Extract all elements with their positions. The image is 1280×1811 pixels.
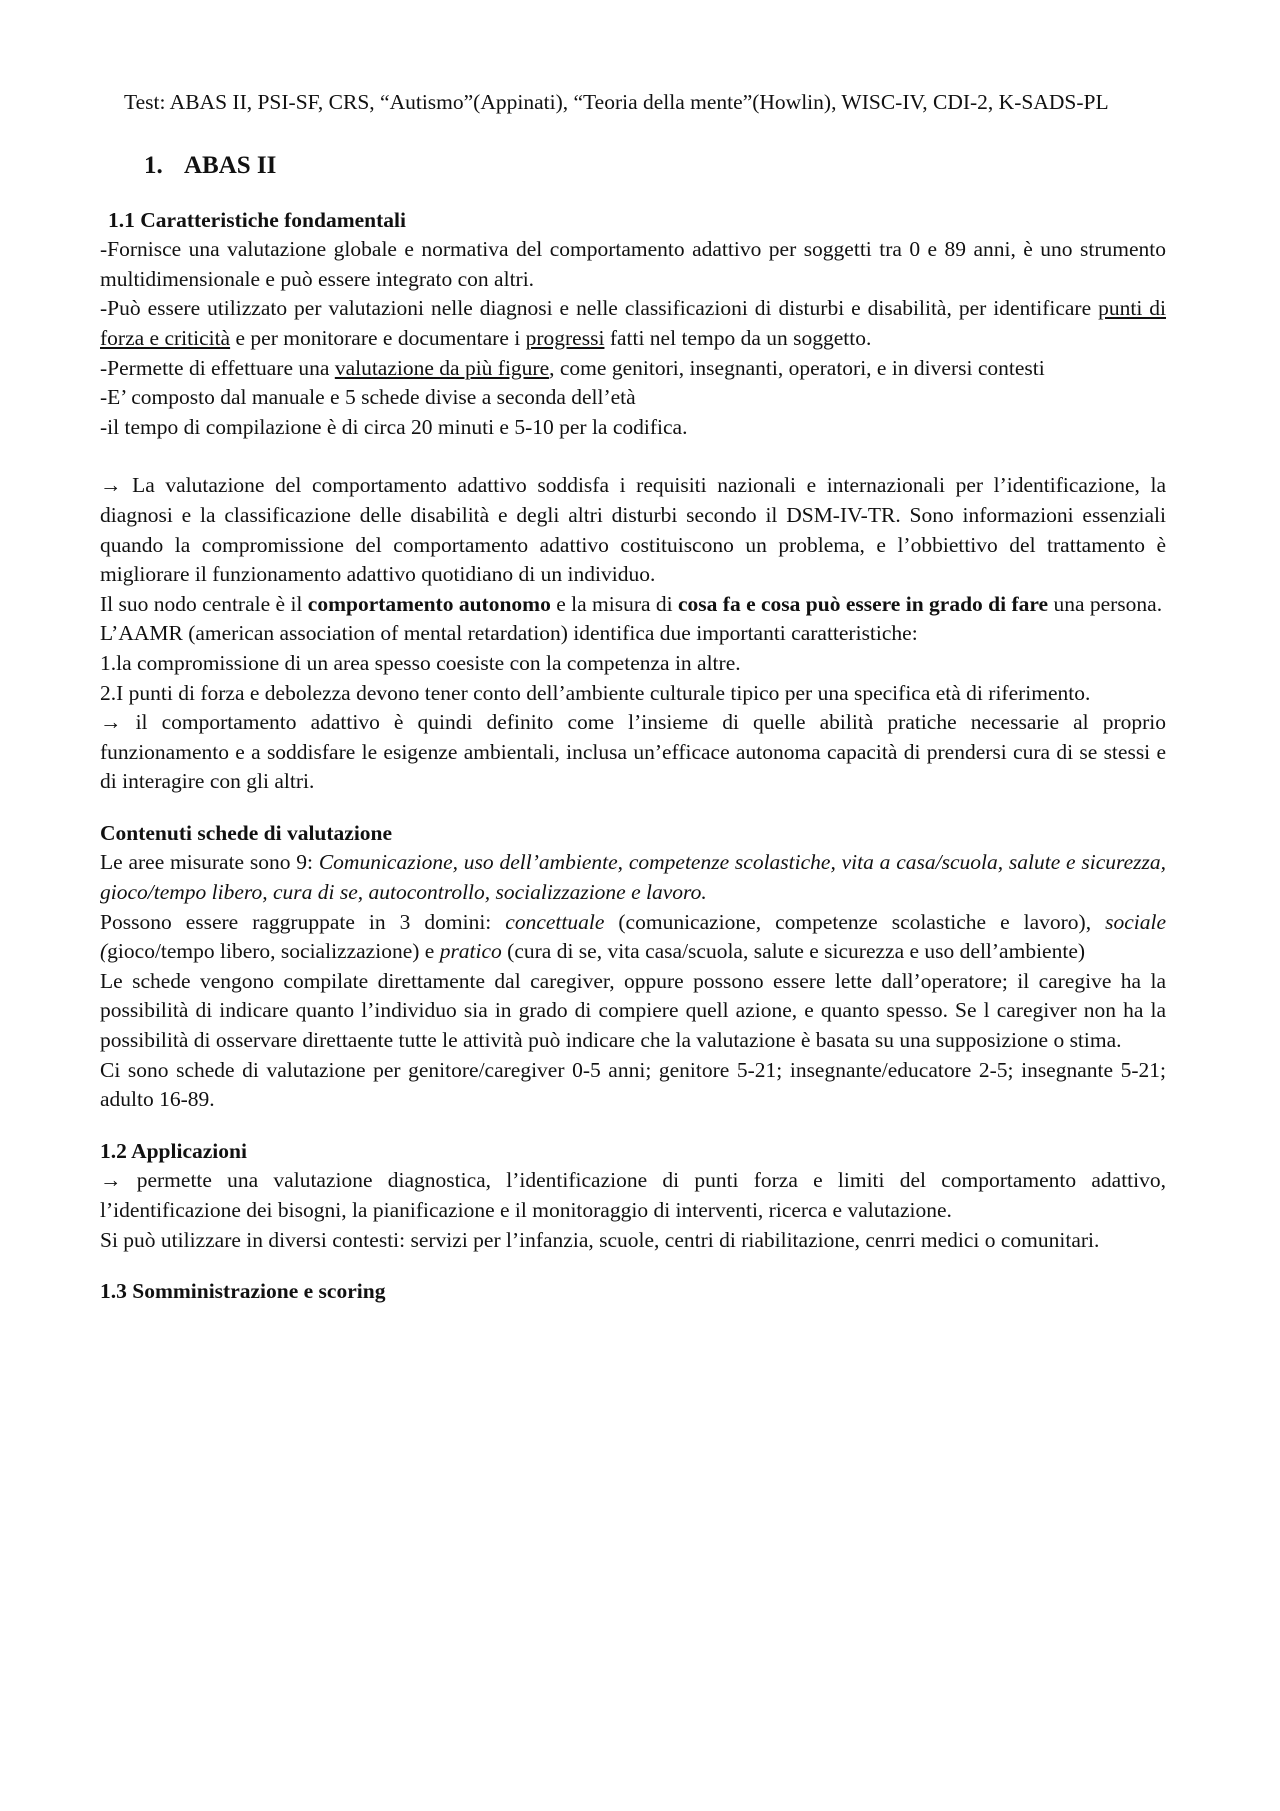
paragraph: → La valutazione del comportamento adattivo soddisfa i requisiti nazionali e internazionali per l’identificazione, la diagnosi e la classificazione delle disabilità e degli altri disturbi secondo il DSM-IV-TR. Sono informazioni essenziali quando la compromissione del comportamento adattivo costituiscono un problema, e l’obbiettivo del trattamento è migliorare il funzionamento adattivo quotidiano di un individuo. [100, 473, 1166, 587]
underlined-text: progressi [525, 325, 605, 350]
intro-test-list: Test: ABAS II, PSI-SF, CRS, “Autismo”(Appinati), “Teoria della mente”(Howlin), WISC-IV, CDI-2, K-SADS-PL [124, 90, 1109, 114]
paragraph [100, 590, 1166, 620]
paragraph: -il tempo di compilazione è di circa 20 minuti e 5-10 per la codifica. [100, 414, 688, 439]
heading-number: 1. [144, 151, 163, 179]
paragraph: -Fornisce una valutazione globale e normativa del comportamento adattivo per soggetti tra 0 e 89 anni, è uno strumento multidimensionale e può essere integrato con altri. [100, 237, 1166, 291]
paragraph: L’AAMR (american association of mental retardation) identifica due importanti caratteristiche: [100, 621, 918, 646]
heading-somministrazione: 1.3 Somministrazione e scoring [100, 1279, 386, 1304]
text-run: Le aree misurate sono 9: [100, 850, 319, 875]
heading-caratteristiche: 1.1 Caratteristiche fondamentali [108, 207, 406, 232]
heading-contenuti: Contenuti schede di valutazione [100, 820, 393, 845]
paragraph: Le schede vengono compilate direttamente dal caregiver, oppure possono essere lette dall’operatore; il caregive ha la possibilità di indicare quanto l’individuo sia in grado di compiere quell azione, e quanto spesso. Se l caregiver non ha la possibilità di osservare direttaente tutte le attività può indicare che la valutazione è basata su una supposizione o stima. [100, 968, 1166, 1053]
paragraph [100, 294, 1166, 353]
paragraph: → permette una valutazione diagnostica, l’identificazione di punti forza e limiti del comportamento adattivo, l’identificazione dei bisogni, la pianificazione e il monitoraggio di interventi, ricerca e valutazione. [100, 1168, 1166, 1222]
page-content [100, 88, 1166, 1307]
text-run: una persona. [1048, 591, 1163, 616]
text-run: e la misura di [550, 591, 679, 616]
heading-title: ABAS II [184, 151, 277, 179]
text-run: (comunicazione, competenze scolastiche e lavoro), [604, 909, 1106, 934]
paragraph: -E’ composto dal manuale e 5 schede divise a seconda dell’età [100, 385, 636, 410]
underlined-text: valutazione da più figure [334, 355, 550, 380]
text-run: gioco/tempo libero, socializzazione) e [107, 939, 440, 964]
list-item: 1.la compromissione di un area spesso coesiste con la competenza in altre. [100, 650, 741, 675]
italic-text: sociale ( [100, 909, 1166, 964]
bold-text: comportamento autonomo [307, 591, 551, 616]
paragraph [100, 908, 1166, 967]
bold-text: cosa fa e cosa può essere in grado di fare [678, 591, 1049, 616]
paragraph: Si può utilizzare in diversi contesti: servizi per l’infanzia, scuole, centri di riabilitazione, cenrri medici o comunitari. [100, 1227, 1100, 1252]
paragraph: Ci sono schede di valutazione per genitore/caregiver 0-5 anni; genitore 5-21; insegnante/educatore 2-5; insegnante 5-21; adulto 16-89. [100, 1057, 1166, 1112]
text-run: , come genitori, insegnanti, operatori, e in diversi contesti [549, 355, 1045, 380]
text-run: fatti nel tempo da un soggetto. [604, 325, 872, 350]
heading-applicazioni: 1.2 Applicazioni [100, 1138, 247, 1163]
text-run: -Può essere utilizzato per valutazioni nelle diagnosi e nelle classificazioni di disturbi e disabilità, per identificare [100, 296, 1099, 321]
paragraph: → il comportamento adattivo è quindi definito come l’insieme di quelle abilità pratiche necessarie al proprio funzionamento e a soddisfare le esigenze ambientali, inclusa un’efficace autonoma capacità di prendersi cura di se stessi e di interagire con gli altri. [100, 710, 1166, 794]
text-run: e per monitorare e documentare i [230, 325, 526, 350]
paragraph [100, 848, 1166, 907]
italic-text: Comunicazione, uso dell’ambiente, competenze scolastiche, vita a casa/scuola, salute e sicurezza, gioco/tempo libero, cura di se, autocontrollo, socializzazione e lavoro. [100, 850, 1167, 905]
underlined-text: punti di forza e criticità [100, 296, 1167, 350]
heading-abas-ii [144, 150, 1166, 182]
list-item: 2.I punti di forza e debolezza devono tener conto dell’ambiente culturale tipico per una specifica età di riferimento. [100, 680, 1091, 705]
text-run: Il suo nodo centrale è il [100, 591, 308, 616]
italic-text: concettuale [505, 909, 605, 934]
paragraph [100, 354, 1166, 384]
spacer [100, 442, 1166, 471]
text-run: (cura di se, vita casa/scuola, salute e sicurezza e uso dell’ambiente) [501, 939, 1086, 964]
italic-text: pratico [439, 939, 502, 964]
text-run: -Permette di effettuare una [100, 355, 335, 380]
text-run: Possono essere raggruppate in 3 domini: [100, 909, 506, 934]
